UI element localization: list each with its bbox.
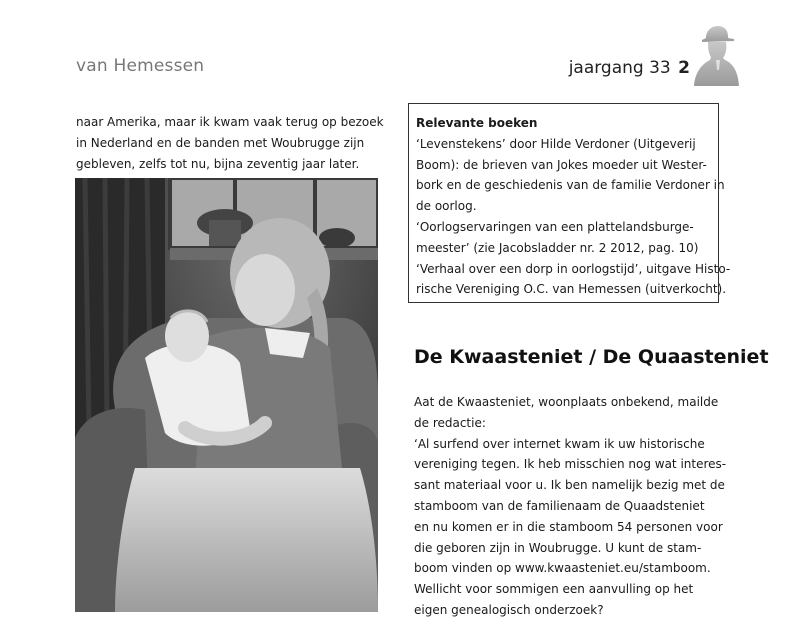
article-line: boom vinden op www.kwaasteniet.eu/stamboom. [414,561,711,576]
article-line: stamboom van de familienaam de Quaadsteniet [414,498,705,513]
man-with-hat-silhouette-icon [692,20,740,88]
article-line: sant materiaal voor u. Ik ben namelijk bezig met de [414,478,725,493]
volume-page-label [569,58,690,78]
article-line: Wellicht voor sommigen een aanvulling op het [414,582,694,597]
article-line: eigen genealogisch onderzoek? [414,602,604,617]
article-line: die geboren zijn in Woubrugge. U kunt de stam- [414,540,702,555]
books-line: bork en de geschiedenis van de familie Verdoner in [416,178,725,193]
photo-girl-with-doll [75,178,378,612]
books-line: ‘Oorlogservaringen van een plattelandsburge- [416,219,694,234]
relevant-books-title: Relevante boeken [416,116,538,130]
books-line: de oorlog. [416,199,477,214]
intro-line: gebleven, zelfs tot nu, bijna zeventig jaar later. [76,156,360,171]
books-line: meester’ (zie Jacobsladder nr. 2 2012, pag. 10) [416,240,699,255]
intro-line: naar Amerika, maar ik kwam vaak terug op bezoek [76,115,384,129]
volume-label: jaargang 33 [568,58,671,78]
intro-paragraph [76,112,384,174]
article-line: vereniging tegen. Ik heb misschien nog wat interes- [414,457,727,472]
intro-line: in Nederland en de banden met Woubrugge zijn [76,135,365,150]
books-line: Boom): de brieven van Jokes moeder uit Wester- [416,157,707,172]
books-line: rische Vereniging O.C. van Hemessen (uitverkocht). [416,282,727,297]
article-heading: De Kwaasteniet / De Quaasteniet [414,346,769,368]
section-title: van Hemessen [76,56,205,76]
books-line: ‘Verhaal over een dorp in oorlogstijd’, uitgave Histo- [416,261,731,276]
page-number: 2 [678,58,690,78]
relevant-books-content [416,113,731,300]
article-line: de redactie: [414,415,486,430]
relevant-books-box [408,103,731,303]
article-line: Aat de Kwaasteniet, woonplaats onbekend, mailde [414,395,719,409]
article-paragraph [414,392,726,621]
books-line: ‘Levenstekens’ door Hilde Verdoner (Uitgeverij [416,136,696,151]
article-line: en nu komen er in die stamboom 54 personen voor [414,519,723,534]
article-line: ‘Al surfend over internet kwam ik uw historische [414,436,705,451]
